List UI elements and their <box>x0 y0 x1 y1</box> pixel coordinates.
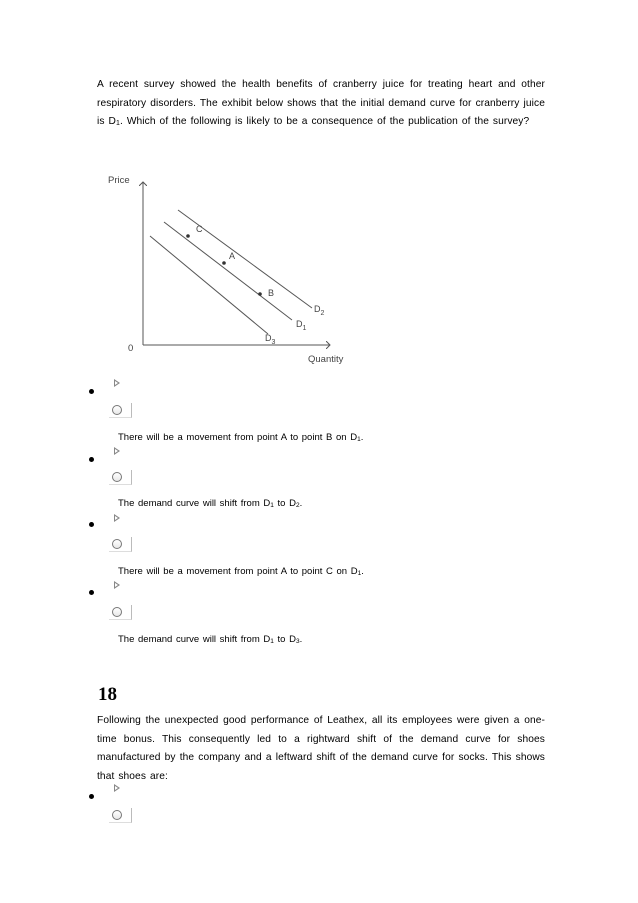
option-3-bullet <box>89 522 94 527</box>
expand-triangle-icon[interactable] <box>114 514 120 522</box>
expand-triangle-icon[interactable] <box>114 581 120 589</box>
option-1-bullet <box>89 389 94 394</box>
expand-triangle-icon[interactable] <box>114 784 120 792</box>
y-axis-label: Price <box>108 175 130 186</box>
question-18-number: 18 <box>98 684 117 705</box>
option-3-text: There will be a movement from point A to point C on $D_1$. <box>118 566 364 577</box>
option-3-label <box>118 566 364 577</box>
option-3-radio-frame[interactable] <box>109 537 132 552</box>
origin-label: 0 <box>128 343 134 354</box>
demand-curve-chart <box>100 170 360 370</box>
radio-button-icon[interactable] <box>112 810 122 820</box>
option-2-radio-frame[interactable] <box>109 470 132 485</box>
option-2-text: The demand curve will shift from $D_1$ to $D_2$. <box>118 498 303 509</box>
radio-button-icon[interactable] <box>112 607 122 617</box>
question-18-stem <box>97 712 545 786</box>
radio-button-icon[interactable] <box>112 539 122 549</box>
q18-option-1-bullet <box>89 794 94 799</box>
expand-triangle-icon[interactable] <box>114 447 120 455</box>
point-c <box>186 234 190 238</box>
point-a <box>222 261 226 265</box>
point-label-c: C <box>196 224 203 234</box>
curve-d1 <box>164 222 292 320</box>
option-4-bullet <box>89 590 94 595</box>
question-17-text: A recent survey showed the health benefits of cranberry juice for treating heart and other respiratory disorders. The exhibit below shows that the initial demand curve for cranberry juice is $D_1$. Which of the following is likely to be a consequence of the publication of the survey? <box>97 79 545 127</box>
option-2-label <box>118 498 302 509</box>
option-1-radio-frame[interactable] <box>109 403 132 418</box>
radio-button-icon[interactable] <box>112 472 122 482</box>
expand-triangle-icon[interactable] <box>114 379 120 387</box>
option-1-label <box>118 432 363 443</box>
point-label-a: A <box>229 251 236 261</box>
question-17-stem <box>97 76 545 134</box>
question-18-text: Following the unexpected good performance of Leathex, all its employees were given a one-time bonus. This consequently led to a rightward shift of the demand curve for shoes manufactured by the company and a leftward shift of the demand curve for socks. This shows that shoes are: <box>97 715 545 782</box>
curve-label-d1: $D_1$ <box>296 319 307 332</box>
radio-button-icon[interactable] <box>112 405 122 415</box>
option-4-text: The demand curve will shift from $D_1$ to $D_3$. <box>118 634 303 645</box>
x-axis-label: Quantity <box>308 354 344 365</box>
option-4-label <box>118 634 302 645</box>
point-label-b: B <box>268 288 275 298</box>
curve-label-d2: $D_2$ <box>314 304 325 317</box>
curve-d3 <box>150 236 268 334</box>
option-1-text: There will be a movement from point A to point B on $D_1$. <box>118 432 364 443</box>
curve-label-d3: $D_3$ <box>265 333 276 346</box>
q18-option-1-radio-frame[interactable] <box>109 808 132 823</box>
option-4-radio-frame[interactable] <box>109 605 132 620</box>
point-b <box>258 292 262 296</box>
option-2-bullet <box>89 457 94 462</box>
